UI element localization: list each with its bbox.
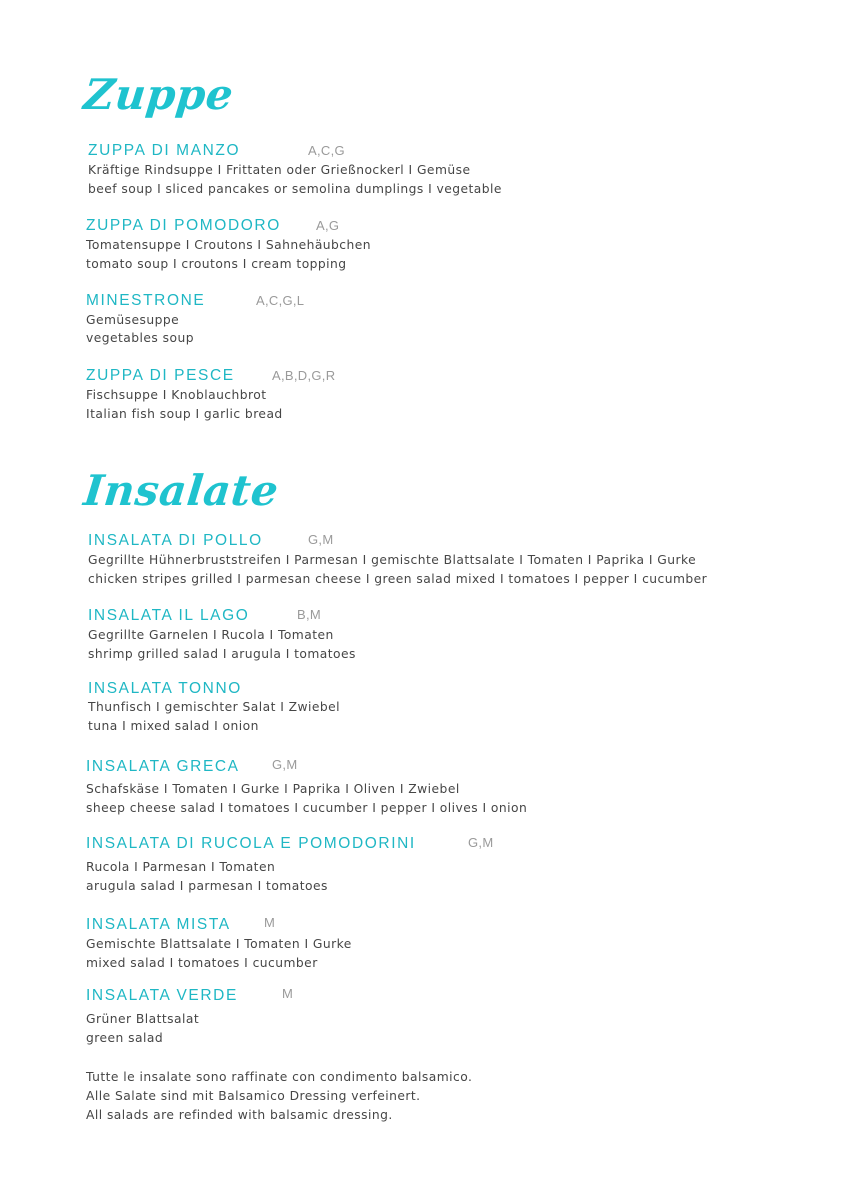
allergen-codes: G,M: [272, 757, 298, 772]
allergen-codes: M: [264, 915, 276, 930]
description-en: tuna I mixed salad I onion: [88, 719, 259, 733]
dish-name: INSALATA GRECA: [86, 758, 240, 775]
description-en: mixed salad I tomatoes I cucumber: [86, 956, 318, 970]
dish-name: MINESTRONE: [86, 292, 206, 309]
allergen-codes: A,G: [316, 218, 340, 233]
dish-name: INSALATA IL LAGO: [88, 607, 250, 624]
description-de: Gemüsesuppe: [86, 313, 180, 327]
footnote-it: Tutte le insalate sono raffinate con condimento balsamico.: [86, 1070, 473, 1084]
description-de: Gemischte Blattsalate I Tomaten I Gurke: [86, 937, 352, 951]
dish-name: INSALATA VERDE: [86, 987, 238, 1004]
dish-name: ZUPPA DI PESCE: [86, 367, 235, 384]
description-de: Schafskäse I Tomaten I Gurke I Paprika I Oliven I Zwiebel: [86, 782, 460, 796]
description-en: tomato soup I croutons I cream topping: [86, 257, 347, 271]
allergen-codes: A,C,G: [308, 143, 345, 158]
dish-name: INSALATA MISTA: [86, 916, 231, 933]
description-en: arugula salad I parmesan I tomatoes: [86, 879, 328, 893]
dish-name: ZUPPA DI POMODORO: [86, 217, 281, 234]
description-en: chicken stripes grilled I parmesan cheese I green salad mixed I tomatoes I pepper I cucumber: [88, 572, 708, 586]
allergen-codes: M: [282, 986, 294, 1001]
description-en: sheep cheese salad I tomatoes I cucumber I pepper I olives I onion: [86, 801, 528, 815]
section-title-zuppe: Zuppe: [81, 70, 236, 119]
dish-name: ZUPPA DI MANZO: [88, 142, 241, 159]
allergen-codes: A,C,G,L: [256, 293, 305, 308]
description-de: Grüner Blattsalat: [86, 1012, 200, 1026]
section-title-insalate: Insalate: [81, 466, 281, 515]
description-de: Thunfisch I gemischter Salat I Zwiebel: [88, 700, 341, 714]
description-en: vegetables soup: [86, 331, 194, 345]
description-de: Kräftige Rindsuppe I Frittaten oder Grießnockerl I Gemüse: [88, 163, 471, 177]
description-de: Gegrillte Garnelen I Rucola I Tomaten: [88, 628, 334, 642]
dish-name: INSALATA TONNO: [88, 680, 242, 697]
dish-name: INSALATA DI POLLO: [88, 532, 263, 549]
description-de: Tomatensuppe I Croutons I Sahnehäubchen: [86, 238, 372, 252]
allergen-codes: G,M: [468, 835, 494, 850]
allergen-codes: A,B,D,G,R: [272, 368, 336, 383]
description-de: Rucola I Parmesan I Tomaten: [86, 860, 276, 874]
description-de: Gegrillte Hühnerbruststreifen I Parmesan I gemischte Blattsalate I Tomaten I Paprika I Gurke: [88, 553, 697, 567]
allergen-codes: G,M: [308, 532, 334, 547]
allergen-codes: B,M: [297, 607, 322, 622]
dish-name: INSALATA DI RUCOLA E POMODORINI: [86, 835, 416, 852]
description-de: Fischsuppe I Knoblauchbrot: [86, 388, 267, 402]
description-en: beef soup I sliced pancakes or semolina dumplings I vegetable: [88, 182, 502, 196]
footnote-en: All salads are refinded with balsamic dressing.: [86, 1108, 393, 1122]
description-en: Italian fish soup I garlic bread: [86, 407, 283, 421]
description-en: shrimp grilled salad I arugula I tomatoes: [88, 647, 356, 661]
description-en: green salad: [86, 1031, 164, 1045]
footnote-de: Alle Salate sind mit Balsamico Dressing verfeinert.: [86, 1089, 421, 1103]
